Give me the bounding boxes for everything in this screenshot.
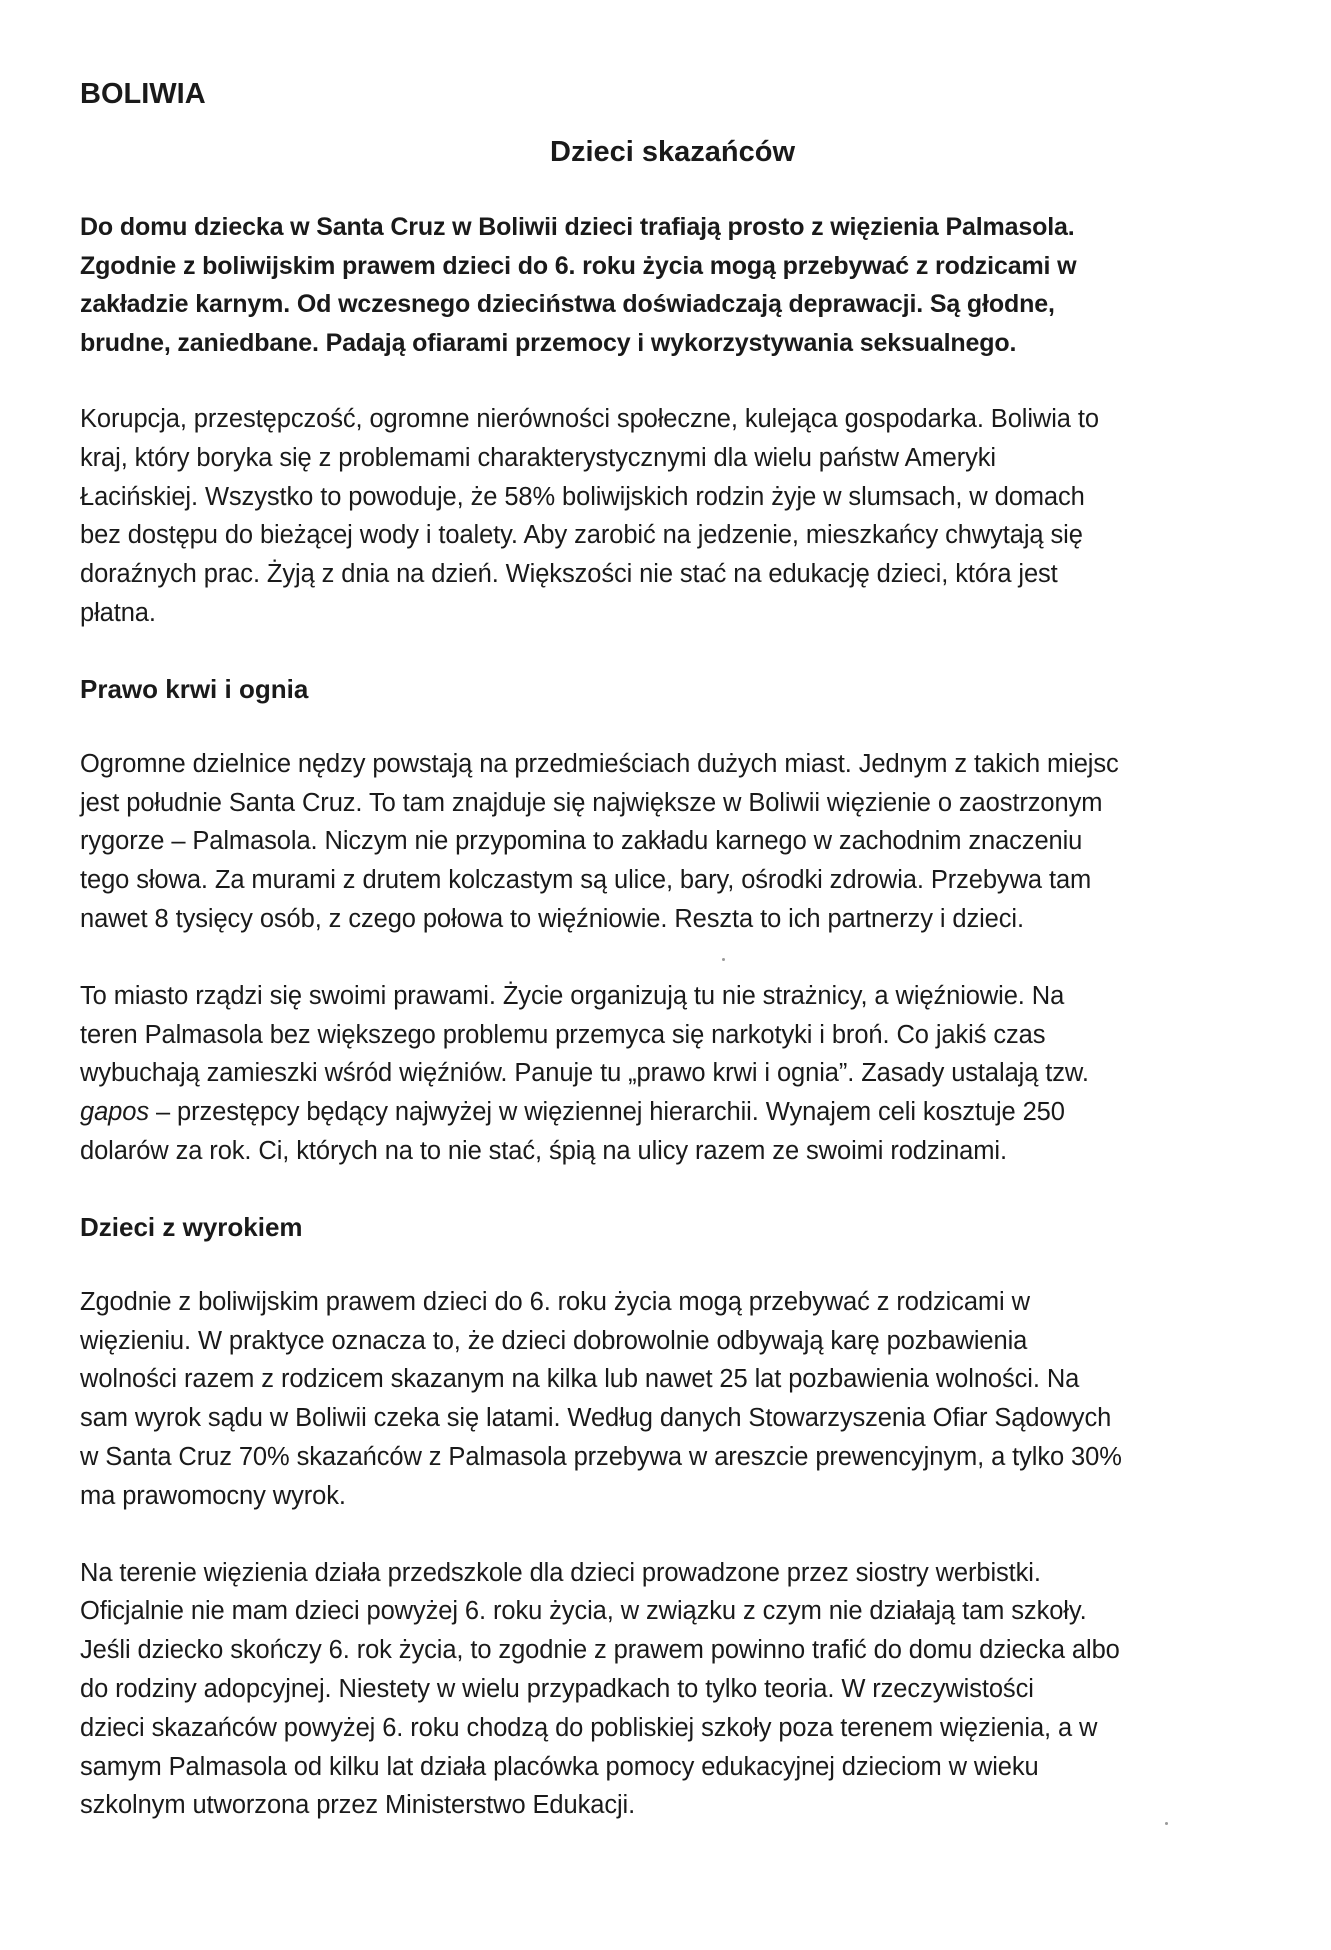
body-line: sam wyrok sądu w Boliwii czeka się latami. Według danych Stowarzyszenia Ofiar Sądowych bbox=[80, 1404, 1112, 1433]
section2-paragraph-2 bbox=[80, 1554, 1280, 1826]
lead-line: zakładzie karnym. Od wczesnego dzieciństwa doświadczają deprawacji. Są głodne, bbox=[80, 290, 1055, 318]
intro-line: płatna. bbox=[80, 598, 156, 627]
article-title: Dzieci skazańców bbox=[550, 136, 795, 168]
body-line: szkolnym utworzona przez Ministerstwo Edukacji. bbox=[80, 1791, 636, 1820]
section1-paragraph-2 bbox=[80, 977, 1280, 1171]
gapos-term: gapos bbox=[80, 1098, 149, 1127]
body-line: ma prawomocny wyrok. bbox=[80, 1481, 346, 1510]
lead-line: Do domu dziecka w Santa Cruz w Boliwii dzieci trafiają prosto z więzienia Palmasola. bbox=[80, 213, 1075, 241]
body-line: wolności razem z rodzicem skazanym na kilka lub nawet 25 lat pozbawienia wolności. Na bbox=[80, 1365, 1080, 1394]
document-page bbox=[80, 76, 1280, 1825]
body-line: do rodziny adopcyjnej. Niestety w wielu przypadkach to tylko teoria. W rzeczywistości bbox=[80, 1674, 1034, 1703]
body-line: nawet 8 tysięcy osób, z czego połowa to więźniowie. Reszta to ich partnerzy i dzieci. bbox=[80, 904, 1024, 933]
body-line: tego słowa. Za murami z drutem kolczastym są ulice, bary, ośrodki zdrowia. Przebywa tam bbox=[80, 866, 1092, 895]
body-line: więzieniu. W praktyce oznacza to, że dzieci dobrowolnie odbywają karę pozbawienia bbox=[80, 1326, 1028, 1355]
section2-paragraph-1 bbox=[80, 1283, 1280, 1516]
section1-paragraph-1 bbox=[80, 745, 1280, 939]
body-line: teren Palmasola bez większego problemu przemyca się narkotyki i broń. Co jakiś czas bbox=[80, 1020, 1046, 1049]
scan-speck bbox=[722, 958, 725, 961]
body-line: rygorze – Palmasola. Niczym nie przypomina to zakładu karnego w zachodnim znaczeniu bbox=[80, 827, 1083, 856]
body-line: dolarów za rok. Ci, których na to nie stać, śpią na ulicy razem ze swoimi rodzinami. bbox=[80, 1136, 1007, 1165]
body-line: To miasto rządzi się swoimi prawami. Życie organizują tu nie strażnicy, a więźniowie. Na bbox=[80, 981, 1065, 1010]
body-line: Oficjalnie nie mam dzieci powyżej 6. roku życia, w związku z czym nie działają tam szkoły. bbox=[80, 1597, 1087, 1626]
body-line: Zgodnie z boliwijskim prawem dzieci do 6. roku życia mogą przebywać z rodzicami w bbox=[80, 1287, 1030, 1316]
body-line: w Santa Cruz 70% skazańców z Palmasola przebywa w areszcie prewencyjnym, a tylko 30% bbox=[80, 1442, 1122, 1471]
body-line-rest: – przestępcy będący najwyżej w więziennej hierarchii. Wynajem celi kosztuje 250 bbox=[148, 1098, 1065, 1127]
body-line: wybuchają zamieszki wśród więźniów. Panuje tu „prawo krwi i ognia”. Zasady ustalają tzw. bbox=[80, 1059, 1089, 1088]
section-heading-dzieci-z-wyrokiem: Dzieci z wyrokiem bbox=[80, 1211, 303, 1242]
body-line: Na terenie więzienia działa przedszkole dla dzieci prowadzone przez siostry werbistki. bbox=[80, 1558, 1041, 1587]
intro-line: Łacińskiej. Wszystko to powoduje, że 58% boliwijskich rodzin żyje w slumsach, w domach bbox=[80, 482, 1085, 511]
intro-line: bez dostępu do bieżącej wody i toalety. Aby zarobić na jedzenie, mieszkańcy chwytają się bbox=[80, 521, 1083, 550]
country-label: BOLIWIA bbox=[80, 78, 206, 110]
intro-paragraph bbox=[80, 400, 1280, 633]
lead-line: brudne, zaniedbane. Padają ofiarami przemocy i wykorzystywania seksualnego. bbox=[80, 328, 1017, 357]
body-line: jest południe Santa Cruz. To tam znajduje się największe w Boliwii więzienie o zaostrzonym bbox=[80, 788, 1103, 817]
section-heading-prawo-krwi: Prawo krwi i ognia bbox=[80, 673, 309, 704]
body-line: Jeśli dziecko skończy 6. rok życia, to zgodnie z prawem powinno trafić do domu dziecka albo bbox=[80, 1636, 1120, 1665]
body-line: dzieci skazańców powyżej 6. roku chodzą do pobliskiej szkoły poza terenem więzienia, a w bbox=[80, 1713, 1098, 1742]
lead-line: Zgodnie z boliwijskim prawem dzieci do 6. roku życia mogą przebywać z rodzicami w bbox=[80, 251, 1077, 280]
intro-line: kraj, który boryka się z problemami charakterystycznymi dla wielu państw Ameryki bbox=[80, 443, 996, 472]
body-line bbox=[80, 1093, 1280, 1132]
scan-speck bbox=[1165, 1822, 1168, 1825]
intro-line: Korupcja, przestępczość, ogromne nierówności społeczne, kulejąca gospodarka. Boliwia to bbox=[80, 405, 1099, 433]
intro-line: doraźnych prac. Żyją z dnia na dzień. Większości nie stać na edukację dzieci, która jest bbox=[80, 560, 1058, 589]
body-line: Ogromne dzielnice nędzy powstają na przedmieściach dużych miast. Jednym z takich miejsc bbox=[80, 749, 1119, 778]
lead-paragraph bbox=[80, 208, 1280, 362]
body-line: samym Palmasola od kilku lat działa placówka pomocy edukacyjnej dzieciom w wieku bbox=[80, 1752, 1039, 1781]
